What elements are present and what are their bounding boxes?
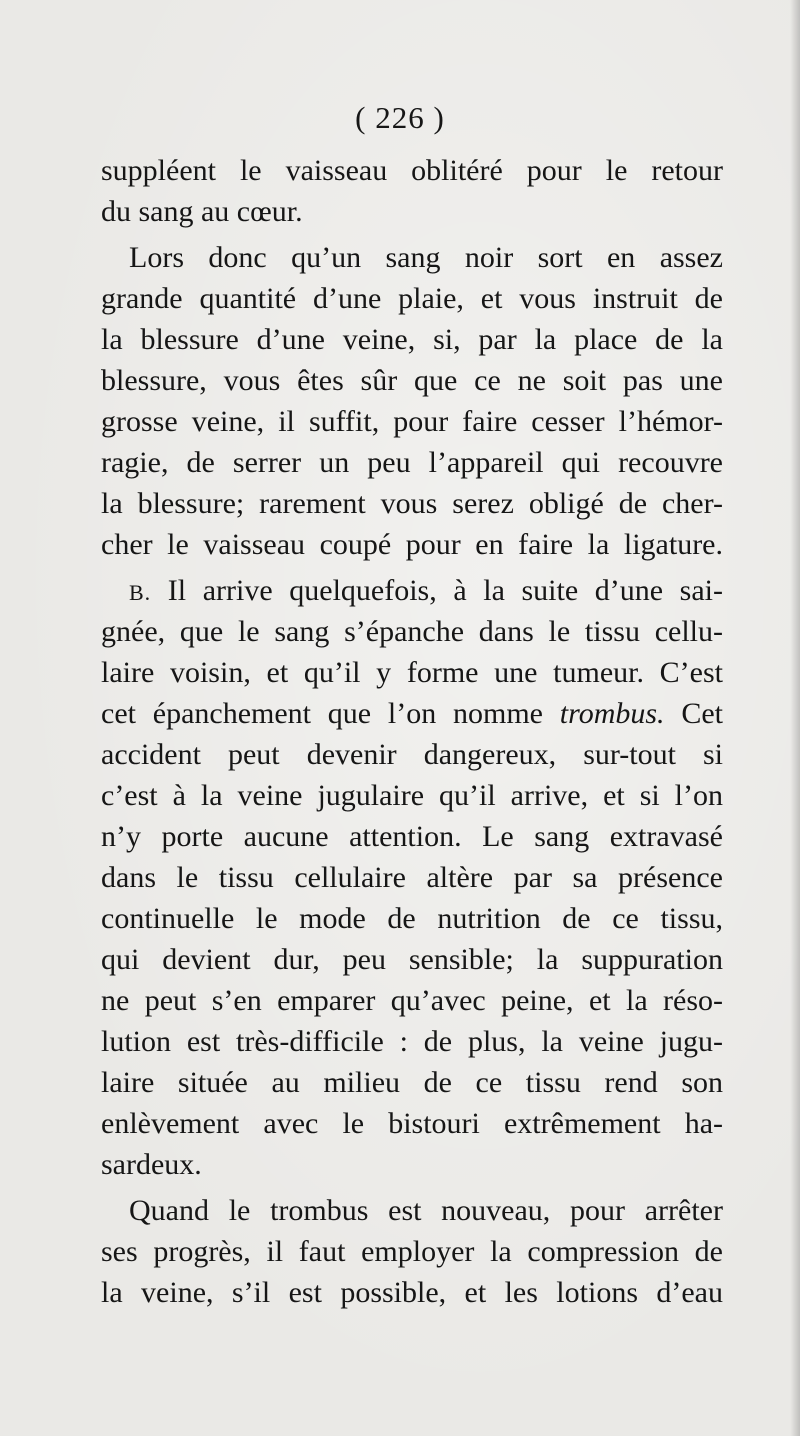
text-line: la blessure d’une veine, si, par la place de la	[101, 323, 723, 356]
italic-term: trombus.	[559, 697, 665, 730]
text-line: lution est très-difficile : de plus, la veine jugu-	[101, 1025, 723, 1058]
text-line: dans le tissu cellulaire altère par sa présence	[101, 861, 723, 894]
text-line: continuelle le mode de nutrition de ce tissu,	[101, 902, 723, 935]
paragraph	[101, 570, 723, 1185]
text-fragment: Il arrive quelquefois, à la suite d’une sai-	[151, 574, 723, 607]
text-line: sardeux.	[101, 1148, 202, 1181]
text-line: qui devient dur, peu sensible; la suppuration	[101, 943, 723, 976]
paragraph	[101, 150, 723, 232]
paragraph	[101, 237, 723, 565]
text-line	[101, 693, 723, 734]
text-line: laire située au milieu de ce tissu rend son	[101, 1066, 723, 1099]
text-line: la blessure; rarement vous serez obligé de cher-	[101, 487, 723, 520]
text-line: Lors donc qu’un sang noir sort en assez	[129, 241, 723, 274]
text-line: grande quantité d’une plaie, et vous instruit de	[101, 282, 723, 315]
text-line	[101, 570, 723, 611]
text-line: ne peut s’en emparer qu’avec peine, et la réso-	[101, 984, 723, 1017]
text-line: ses progrès, il faut employer la compression de	[101, 1235, 723, 1268]
text-line: accident peut devenir dangereux, sur-tout si	[101, 738, 723, 771]
text-line: gnée, que le sang s’épanche dans le tissu cellu-	[101, 615, 723, 648]
text-line: la veine, s’il est possible, et les lotions d’eau	[101, 1276, 723, 1309]
text-line: suppléent le vaisseau oblitéré pour le retour	[101, 154, 723, 187]
body-text	[101, 150, 723, 1313]
page-edge-shadow	[790, 0, 800, 1436]
section-marker: B.	[129, 580, 152, 605]
text-line: enlèvement avec le bistouri extrêmement ha-	[101, 1107, 723, 1140]
paragraph	[101, 1190, 723, 1313]
text-line: cher le vaisseau coupé pour en faire la ligature.	[101, 528, 723, 561]
text-line: Quand le trombus est nouveau, pour arrêter	[129, 1194, 723, 1227]
text-line: n’y porte aucune attention. Le sang extravasé	[101, 820, 723, 853]
text-line: c’est à la veine jugulaire qu’il arrive, et si l’on	[101, 779, 723, 812]
text-line: grosse veine, il suffit, pour faire cesser l’hémor-	[101, 405, 723, 438]
text-fragment: cet épanchement que l’on nomme	[101, 697, 560, 730]
text-line: ragie, de serrer un peu l’appareil qui recouvre	[101, 446, 723, 479]
text-line: du sang au cœur.	[101, 195, 303, 228]
text-fragment: Cet	[664, 697, 723, 730]
page-number: ( 226 )	[355, 100, 445, 135]
text-line: blessure, vous êtes sûr que ce ne soit pas une	[101, 364, 723, 397]
text-line: laire voisin, et qu’il y forme une tumeur. C’est	[101, 656, 723, 689]
